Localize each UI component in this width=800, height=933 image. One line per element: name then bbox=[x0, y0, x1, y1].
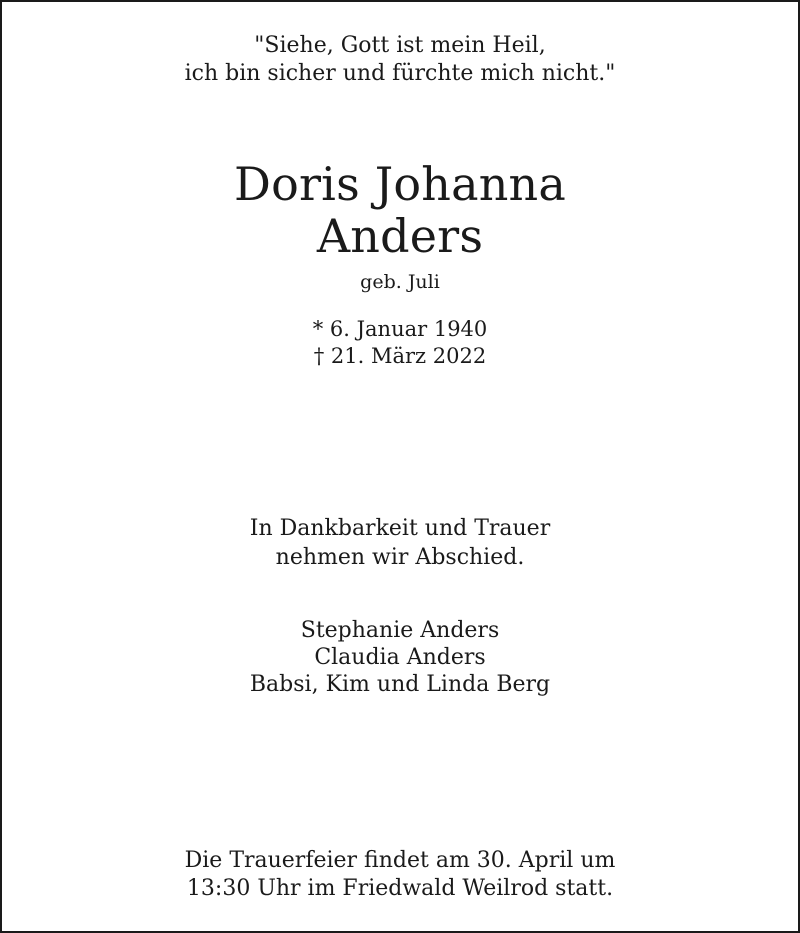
name-line-last: Anders bbox=[316, 209, 484, 263]
service-line: Die Trauerfeier findet am 30. April um bbox=[184, 848, 616, 873]
mourner-name: Claudia Anders bbox=[314, 645, 486, 670]
name-line-first: Doris Johanna bbox=[234, 157, 566, 211]
birth-date: * 6. Januar 1940 bbox=[312, 317, 488, 341]
service-line: 13:30 Uhr im Friedwald Weilrod statt. bbox=[186, 876, 614, 901]
bible-quote bbox=[2, 32, 798, 88]
death-date: † 21. März 2022 bbox=[313, 344, 487, 368]
life-dates bbox=[2, 316, 798, 370]
deceased-name bbox=[2, 158, 798, 262]
farewell-text bbox=[2, 514, 798, 572]
mourner-name: Stephanie Anders bbox=[300, 618, 500, 643]
farewell-line: In Dankbarkeit und Trauer bbox=[249, 516, 551, 541]
mourners-list bbox=[2, 617, 798, 698]
quote-line: "Siehe, Gott ist mein Heil, bbox=[254, 33, 546, 58]
mourner-name: Babsi, Kim und Linda Berg bbox=[249, 672, 551, 697]
funeral-service-info bbox=[2, 847, 798, 903]
birth-name: geb. Juli bbox=[360, 271, 440, 293]
quote-line: ich bin sicher und fürchte mich nicht." bbox=[184, 61, 616, 86]
farewell-line: nehmen wir Abschied. bbox=[275, 545, 525, 570]
